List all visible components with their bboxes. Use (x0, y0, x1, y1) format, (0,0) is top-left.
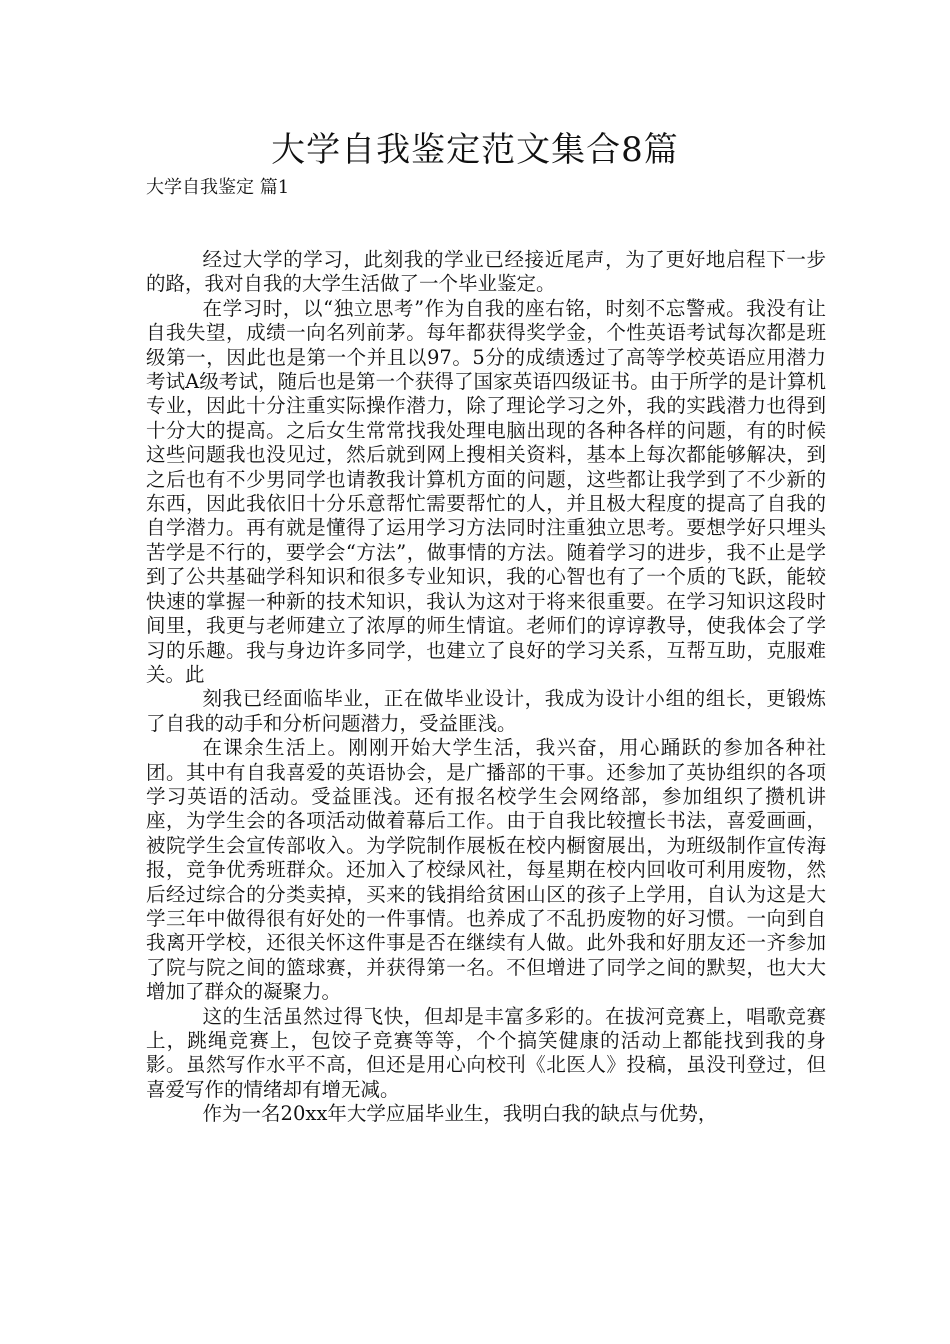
paragraph-3: 刻我已经面临毕业，正在做毕业设计，我成为设计小组的组长，更锻炼了自我的动手和分析问题潜力，受益匪浅。 (146, 687, 826, 735)
document-body (146, 248, 826, 1127)
paragraph-2: 在学习时，以“独立思考”作为自我的座右铭，时刻不忘警戒。我没有让自我失望，成绩一向名列前茅。每年都获得奖学金，个性英语考试每次都是班级第一，因此也是第一个并且以97。5分的成绩透过了高等学校英语应用潜力考试A级考试，随后也是第一个获得了国家英语四级证书。由于所学的是计算机专业，因此十分注重实际操作潜力，除了理论学习之外，我的实践潜力也得到十分大的提高。之后女生常常找我处理电脑出现的各种各样的问题，有的时候这些问题我也没见过，然后就到网上搜相关资料，基本上每次都能够解决，到之后也有不少男同学也请教我计算机方面的问题，这些都让我学到了不少新的东西，因此我依旧十分乐意帮忙需要帮忙的人，并且极大程度的提高了自我的自学潜力。再有就是懂得了运用学习方法同时注重独立思考。要想学好只埋头苦学是不行的，要学会“方法”，做事情的方法。随着学习的进步，我不止是学到了公共基础学科知识和很多专业知识，我的心智也有了一个质的飞跃，能较快速的掌握一种新的技术知识，我认为这对于将来很重要。在学习知识这段时间里，我更与老师建立了浓厚的师生情谊。老师们的谆谆教导，使我体会了学习的乐趣。我与身边许多同学，也建立了良好的学习关系，互帮互助，克服难关。此 (146, 296, 826, 686)
paragraph-5: 这的生活虽然过得飞快，但却是丰富多彩的。在拔河竞赛上，唱歌竞赛上，跳绳竞赛上，包饺子竞赛等等，个个搞笑健康的活动上都能找到我的身影。虽然写作水平不高，但还是用心向校刊《北医人》投稿，虽没刊登过，但喜爱写作的情绪却有增无减。 (146, 1004, 826, 1101)
section-heading: 大学自我鉴定 篇1 (146, 177, 290, 198)
paragraph-1: 经过大学的学习，此刻我的学业已经接近尾声，为了更好地启程下一步的路，我对自我的大学生活做了一个毕业鉴定。 (146, 248, 826, 296)
document-title: 大学自我鉴定范文集合8篇 (271, 130, 679, 170)
paragraph-6: 作为一名20xx年大学应届毕业生，我明白我的缺点与优势， (202, 1102, 718, 1126)
paragraph-4: 在课余生活上。刚刚开始大学生活，我兴奋，用心踊跃的参加各种社团。其中有自我喜爱的英语协会，是广播部的干事。还参加了英协组织的各项学习英语的活动。受益匪浅。还有报名校学生会网络部，参加组织了攒机讲座，为学生会的各项活动做着幕后工作。由于自我比较擅长书法，喜爱画画，被院学生会宣传部收入。为学院制作展板在校内橱窗展出，为班级制作宣传海报，竞争优秀班群众。还加入了校绿风社，每星期在校内回收可利用废物，然后经过综合的分类卖掉，买来的钱捐给贫困山区的孩子上学用，自认为这是大学三年中做得很有好处的一件事情。也养成了不乱扔废物的好习惯。一向到自我离开学校，还很关怀这件事是否在继续有人做。此外我和好朋友还一齐参加了院与院之间的篮球赛，并获得第一名。不但增进了同学之间的默契，也大大增加了群众的凝聚力。 (146, 736, 826, 1004)
